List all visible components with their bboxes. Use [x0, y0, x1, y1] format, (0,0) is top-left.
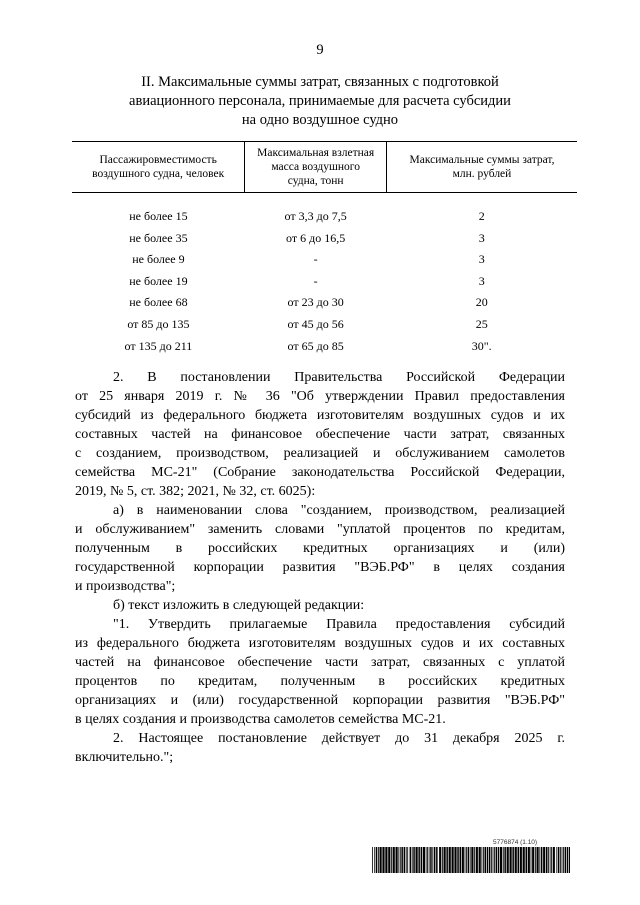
barcode-bar: [493, 847, 494, 873]
barcode-bar: [537, 847, 539, 873]
body-text: [75, 368, 565, 767]
barcode-bar: [541, 847, 543, 873]
barcode-bar: [528, 847, 530, 873]
barcode-bar: [396, 847, 398, 873]
header-line: млн. рублей: [452, 168, 512, 180]
cell-capacity: не более 9: [132, 252, 185, 267]
barcode-bar: [454, 847, 456, 873]
barcode-bar: [560, 847, 561, 873]
barcode-bar: [470, 847, 471, 873]
barcode-bar: [565, 847, 567, 873]
barcode-bar: [558, 847, 560, 873]
barcode-bar: [460, 847, 462, 873]
barcode-bar: [426, 847, 427, 873]
barcode-bar: [551, 847, 552, 873]
header-line: Максимальные суммы затрат,: [409, 154, 555, 166]
barcode-bar: [421, 847, 423, 873]
paragraph-line: организациях и (или) государственной корпорации развития "ВЭБ.РФ": [75, 693, 565, 708]
barcode-bar: [439, 847, 441, 873]
cell-cost-value: 30: [471, 338, 484, 353]
barcode-bar: [526, 847, 528, 873]
barcode-bar: [465, 847, 466, 873]
barcode-bar: [531, 847, 532, 873]
barcode-bar: [483, 847, 484, 873]
paragraph-line: 2. В постановлении Правительства Российской Федерации: [113, 370, 565, 385]
table-row: [72, 292, 577, 314]
cell-cost: 2: [478, 209, 485, 223]
barcode-bar: [398, 847, 399, 873]
section-title-line: авиационного персонала, принимаемые для расчета субсидии: [129, 93, 511, 109]
paragraph-line: а) в наименовании слова "созданием, производством, реализацией: [113, 503, 565, 518]
document-code: 5776874 (1.10): [493, 839, 538, 846]
cell-mass: от 23 до 30: [287, 295, 344, 310]
paragraph-line: субсидий из федерального бюджета изготовителям воздушных судов и их: [75, 408, 565, 423]
cell-cost: 3: [478, 273, 485, 288]
barcode-bar: [385, 847, 387, 873]
cell-mass: от 45 до 56: [287, 316, 344, 331]
barcode-bar: [412, 847, 413, 873]
table-row: [72, 193, 577, 228]
header-line: Пассажировместимость: [99, 154, 217, 166]
barcode-bar: [523, 847, 525, 873]
barcode-bar: [391, 847, 392, 873]
barcode-bar: [510, 847, 512, 873]
barcode-bar: [432, 847, 433, 873]
barcode-bar: [503, 847, 504, 873]
barcode-bar: [512, 847, 514, 873]
paragraph-line: 2019, № 5, ст. 382; 2021, № 32, ст. 6025):: [75, 484, 316, 499]
header-line: масса воздушного: [271, 161, 360, 173]
barcode-bar: [504, 847, 506, 873]
barcode-bar: [416, 847, 418, 873]
barcode-bar: [466, 847, 467, 873]
header-max-cost: [386, 142, 577, 193]
cell-mass: -: [313, 252, 318, 267]
barcode-bar: [471, 847, 473, 873]
barcode-bar: [449, 847, 451, 873]
barcode-bar: [546, 847, 548, 873]
barcode-bar: [457, 847, 459, 873]
barcode-bar: [436, 847, 438, 873]
table-row: [72, 314, 577, 336]
barcode-bar: [487, 847, 489, 873]
cell-mass: -: [313, 273, 318, 288]
barcode-bar: [498, 847, 500, 873]
barcode-bar: [452, 847, 454, 873]
paragraph-line: полученным в российских кредитных организациях и (или): [75, 541, 565, 556]
barcode-bar: [423, 847, 425, 873]
barcode-bar: [479, 847, 481, 873]
paragraph-line: б) текст изложить в следующей редакции:: [113, 598, 365, 613]
paragraph-line: с созданием, производством, реализацией и обслуживанием самолетов: [75, 446, 565, 461]
barcode-bar: [491, 847, 492, 873]
cell-cost: [386, 336, 577, 358]
header-line: судна, тонн: [287, 175, 344, 187]
barcode-bar: [569, 847, 570, 873]
table-row: [72, 336, 577, 358]
paragraph-line: процентов по кредитам, полученным в российских кредитных: [75, 674, 565, 689]
cell-capacity: от 85 до 135: [127, 316, 190, 331]
barcode-bar: [500, 847, 502, 873]
barcode-bar: [378, 847, 379, 873]
barcode-bar: [374, 847, 375, 873]
barcode-bar: [543, 847, 545, 873]
table-row: [72, 271, 577, 293]
cell-mass: от 65 до 85: [287, 338, 344, 353]
barcode-bar: [532, 847, 534, 873]
barcode-bar: [462, 847, 464, 873]
barcode-bar: [393, 847, 395, 873]
barcode-bar: [550, 847, 551, 873]
paragraph-line: включительно.";: [75, 750, 174, 765]
barcode-bar: [401, 847, 403, 873]
cell-cost: 3: [478, 252, 485, 267]
paragraph-line: из федерального бюджета изготовителям воздушных судов и их составных: [75, 636, 565, 651]
cell-cost: 3: [478, 230, 485, 245]
barcode-bar: [539, 847, 540, 873]
paragraph-line: частей на финансовое обеспечение части затрат, связанных с уплатой: [75, 655, 565, 670]
barcode-bar: [446, 847, 448, 873]
barcode-bar: [429, 847, 430, 873]
section-title-line: на одно воздушное судно: [241, 112, 399, 128]
barcode-bar: [406, 847, 407, 873]
cell-mass: от 3,3 до 7,5: [284, 209, 347, 223]
paragraph-line: государственной корпорации развития "ВЭБ.РФ" в целях создания: [75, 560, 565, 575]
table-row: [72, 228, 577, 250]
table-row: [72, 249, 577, 271]
barcode-bar: [485, 847, 487, 873]
barcode-bar: [404, 847, 406, 873]
barcode-bar: [548, 847, 549, 873]
header-takeoff-mass: [245, 142, 387, 193]
header-passenger-capacity: [72, 142, 245, 193]
barcode-bar: [382, 847, 384, 873]
barcode-bar: [474, 847, 475, 873]
barcode-bar: [388, 847, 390, 873]
barcode-bar: [430, 847, 432, 873]
barcode-bar: [410, 847, 412, 873]
cell-capacity: не более 68: [129, 295, 188, 310]
barcode-bar: [413, 847, 415, 873]
barcode-bar: [418, 847, 420, 873]
barcode-bar: [482, 847, 483, 873]
barcode-bar: [563, 847, 564, 873]
barcode-bar: [494, 847, 495, 873]
cell-capacity: не более 15: [129, 209, 188, 223]
paragraph-line: составных частей на финансовое обеспечение части затрат, связанных: [75, 427, 565, 442]
barcode-bar: [427, 847, 428, 873]
section-title-line: II. Максимальные суммы затрат, связанных с подготовкой: [141, 74, 499, 90]
barcode-bar: [468, 847, 470, 873]
cell-capacity: не более 35: [129, 230, 188, 245]
paragraph-line: в целях создания и производства самолетов семейства МС-21.: [75, 712, 446, 727]
barcode-bar: [567, 847, 569, 873]
cell-capacity: от 135 до 211: [124, 338, 193, 353]
barcode-bar: [562, 847, 563, 873]
barcode-bar: [407, 847, 408, 873]
subsidy-table: [72, 141, 577, 357]
paragraph-line: 2. Настоящее постановление действует до 31 декабря 2025 г.: [113, 731, 565, 746]
barcode-bar: [507, 847, 509, 873]
barcode-bar: [496, 847, 498, 873]
barcode-bar: [553, 847, 555, 873]
barcode-bar: [520, 847, 522, 873]
barcode-bar: [442, 847, 443, 873]
barcode-bar: [434, 847, 436, 873]
barcode-bar: [489, 847, 491, 873]
paragraph-line: и обслуживанием" заменить словами "уплатой процентов по кредитам,: [75, 522, 565, 537]
cell-cost: 20: [475, 295, 488, 310]
barcode-bar: [444, 847, 446, 873]
barcode-bar: [518, 847, 520, 873]
paragraph-line: семейства МС-21" (Собрание законодательства Российской Федерации,: [75, 465, 565, 480]
barcode-bar: [372, 847, 373, 873]
page-number: 9: [316, 42, 324, 58]
barcode-bar: [535, 847, 536, 873]
barcode-bar: [400, 847, 401, 873]
cell-mass: от 6 до 16,5: [286, 230, 346, 245]
cell-capacity: не более 19: [129, 273, 188, 288]
cell-cost: 25: [475, 316, 488, 331]
barcode-bar: [380, 847, 382, 873]
barcode-bar: [476, 847, 478, 873]
barcode-bar: [515, 847, 517, 873]
paragraph-line: от 25 января 2019 г. № 36 "Об утверждении Правил предоставления: [75, 389, 565, 404]
closing-quote: ".: [483, 338, 492, 353]
paragraph-line: "1. Утвердить прилагаемые Правила предоставления субсидий: [113, 617, 565, 632]
section-title: [75, 73, 565, 130]
header-line: воздушного судна, человек: [92, 168, 225, 180]
barcode: [372, 847, 570, 873]
header-line: Максимальная взлетная: [257, 147, 375, 159]
barcode-bar: [556, 847, 557, 873]
paragraph-line: и производства";: [75, 579, 176, 594]
barcode-bar: [376, 847, 378, 873]
